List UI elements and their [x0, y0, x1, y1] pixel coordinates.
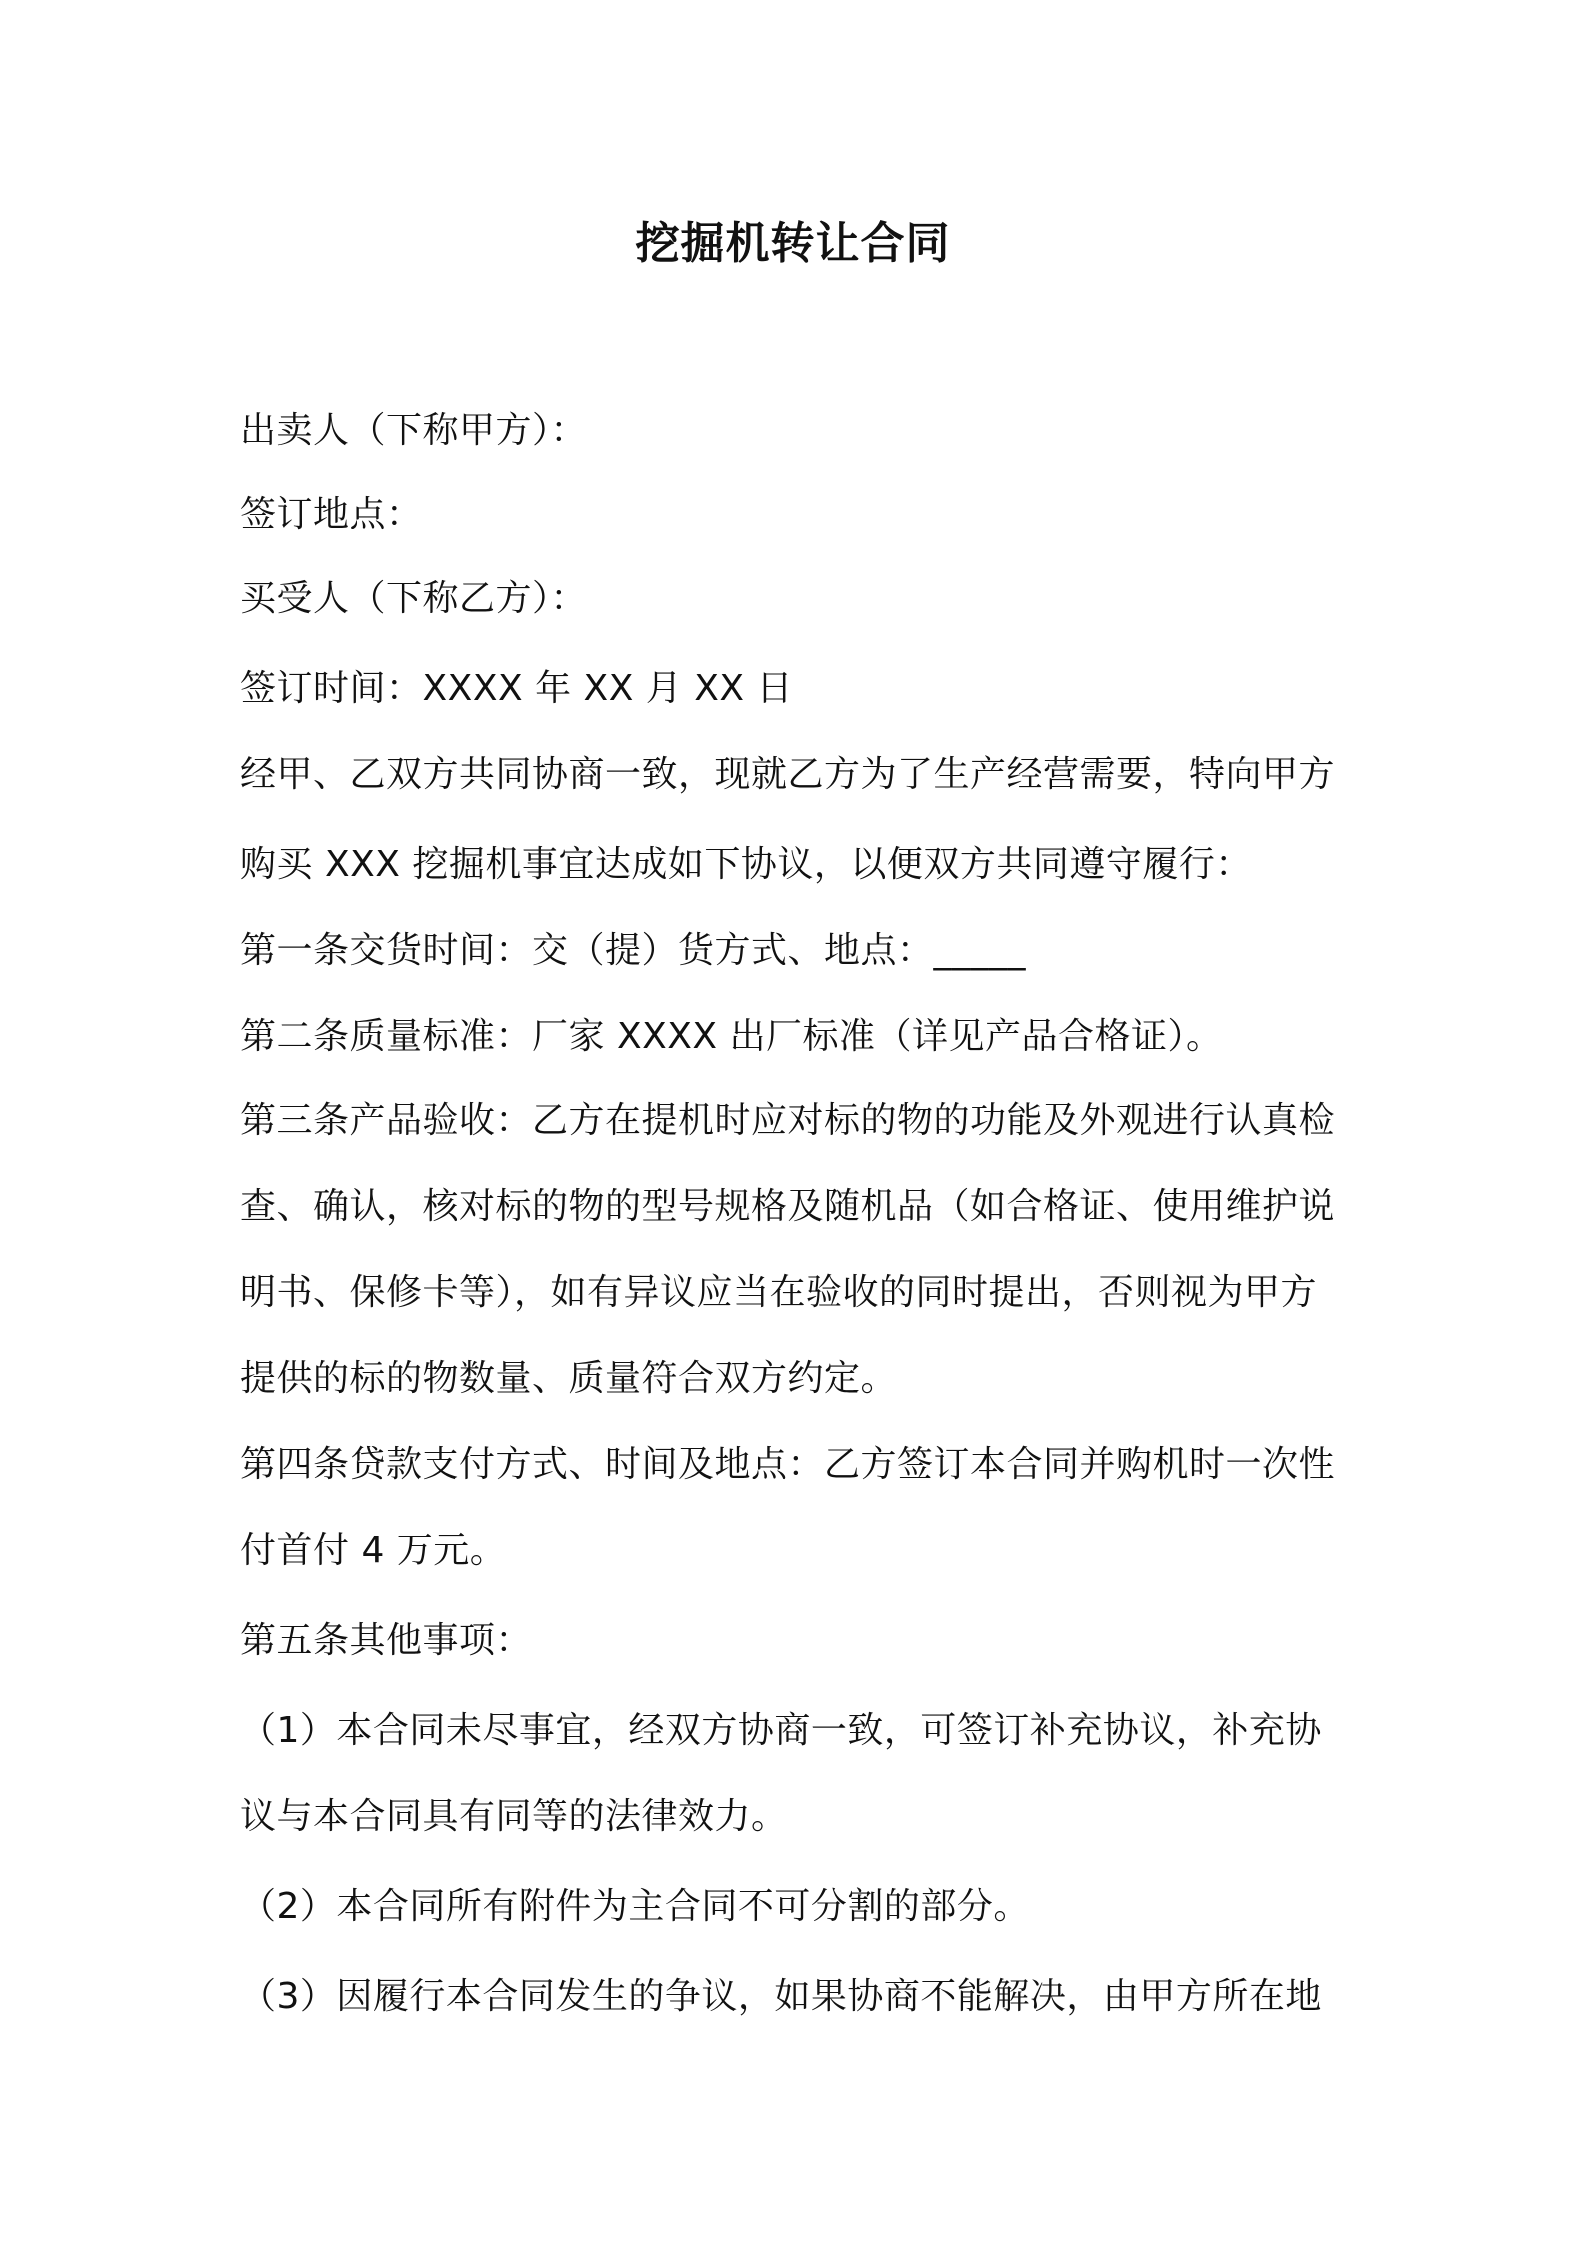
- article-3-line-1: 第三条产品验收：乙方在提机时应对标的物的功能及外观进行认真检: [240, 1100, 1336, 1141]
- intro-line-1: 经甲、乙双方共同协商一致，现就乙方为了生产经营需要，特向甲方: [240, 754, 1336, 795]
- document-title: 挖掘机转让合同: [635, 218, 951, 269]
- seller-line: 出卖人（下称甲方）：: [240, 410, 588, 451]
- intro-line-2: 购买 XXX 挖掘机事宜达成如下协议，以便双方共同遵守履行：: [240, 844, 1252, 885]
- article-5-item-2: （2）本合同所有附件为主合同不可分割的部分。: [240, 1886, 1030, 1927]
- buyer-line: 买受人（下称乙方）：: [240, 578, 588, 619]
- signing-place-line: 签订地点：: [240, 494, 423, 535]
- article-4-line-1: 第四条贷款支付方式、时间及地点：乙方签订本合同并购机时一次性: [240, 1444, 1336, 1485]
- article-2-line: 第二条质量标准：厂家 XXXX 出厂标准（详见产品合格证）。: [240, 1016, 1223, 1057]
- article-5-item-3: （3）因履行本合同发生的争议，如果协商不能解决，由甲方所在地: [240, 1976, 1322, 2017]
- article-3-line-2: 查、确认，核对标的物的型号规格及随机品（如合格证、使用维护说: [240, 1186, 1336, 1227]
- signing-time-line: 签订时间：XXXX 年 XX 月 XX 日: [240, 668, 794, 709]
- article-5-item-1-line-2: 议与本合同具有同等的法律效力。: [240, 1796, 788, 1837]
- article-3-line-3: 明书、保修卡等），如有异议应当在验收的同时提出，否则视为甲方: [240, 1272, 1318, 1313]
- article-5-heading: 第五条其他事项：: [240, 1620, 533, 1661]
- article-1-line: 第一条交货时间：交（提）货方式、地点：_____: [240, 930, 1027, 971]
- document-body: [240, 406, 1380, 2022]
- article-5-item-1-line-1: （1）本合同未尽事宜，经双方协商一致，可签订补充协议，补充协: [240, 1710, 1322, 1751]
- article-4-line-2: 付首付 4 万元。: [240, 1530, 507, 1571]
- article-3-line-4: 提供的标的物数量、质量符合双方约定。: [240, 1358, 898, 1399]
